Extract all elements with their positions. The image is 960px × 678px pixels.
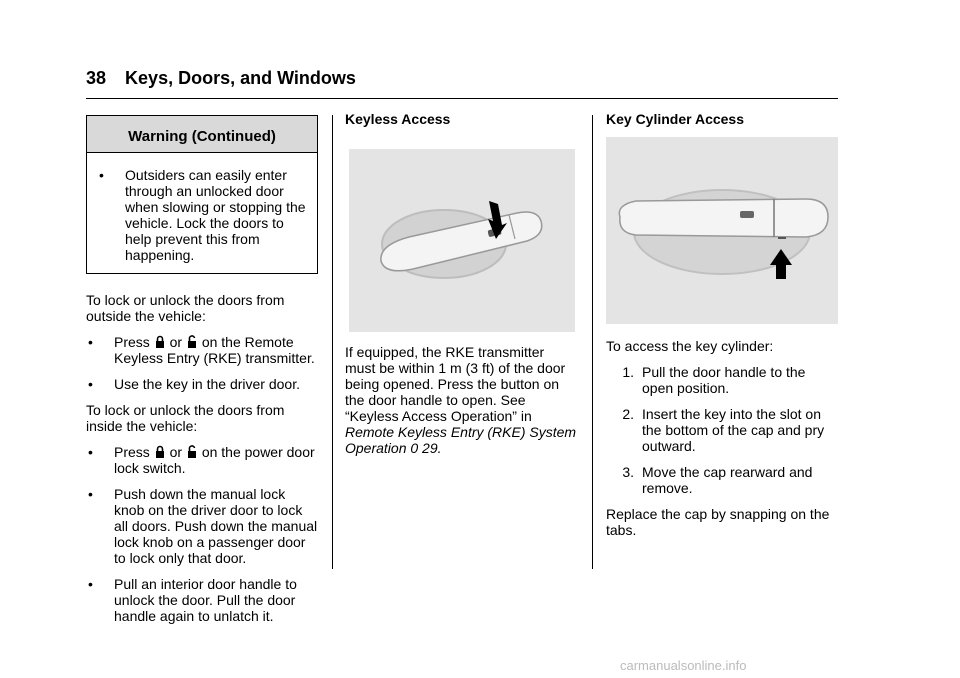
key-cylinder-closing: Replace the cap by snapping on the tabs. bbox=[606, 506, 830, 538]
key-cylinder-illustration bbox=[606, 137, 838, 324]
bullet-rke: • Press or on the Remote Keyless Entry (RKE) transmitter. bbox=[88, 334, 315, 366]
bullet-power-lock: • Press or on the power door lock switch. bbox=[88, 444, 315, 476]
bullet-manual-knob: • Push down the manual lock knob on the driver door to lock all doors. Push down the manual lock knob on a passenger door to lock only that door. bbox=[88, 486, 318, 566]
door-handle-cap-image bbox=[606, 137, 838, 324]
keyless-access-heading: Keyless Access bbox=[345, 111, 451, 127]
lock-icon bbox=[155, 335, 165, 349]
column-right bbox=[606, 111, 838, 548]
column-left bbox=[86, 115, 318, 634]
lock-icon bbox=[155, 445, 165, 459]
step-1: 1. Pull the door handle to the open position. bbox=[622, 364, 806, 396]
column-divider-2 bbox=[592, 115, 593, 569]
warning-box bbox=[86, 115, 318, 274]
unlock-icon bbox=[187, 335, 197, 349]
keyless-access-paragraph: If equipped, the RKE transmitter must be within 1 m (3 ft) of the door being opened. Press the button on the door handle to open. See “Keyless Access Operation” in Remote Keyless Entry (RKE) System Operation 0 29. bbox=[345, 344, 577, 456]
page-header bbox=[86, 68, 838, 89]
key-cylinder-intro: To access the key cylinder: bbox=[606, 338, 774, 354]
section-title: Keys, Doors, and Windows bbox=[125, 68, 356, 88]
warning-title: Warning (Continued) bbox=[87, 116, 317, 153]
bullet-key: • Use the key in the driver door. bbox=[88, 376, 300, 392]
header-rule bbox=[86, 98, 838, 99]
warning-bullet: • Outsiders can easily enter through an unlocked door when slowing or stopping the vehicle. Lock the doors to help prevent this from happening. bbox=[99, 167, 306, 263]
intro-inside: To lock or unlock the doors from inside the vehicle: bbox=[86, 402, 285, 434]
door-handle-button-image bbox=[349, 149, 575, 332]
rke-link[interactable]: Remote Keyless Entry (RKE) System Operation bbox=[345, 424, 577, 456]
page-number: 38 bbox=[86, 68, 107, 88]
keyless-handle-illustration bbox=[349, 149, 575, 332]
unlock-icon bbox=[187, 445, 197, 459]
column-divider-1 bbox=[332, 115, 333, 569]
column-middle bbox=[345, 111, 577, 466]
key-cylinder-heading: Key Cylinder Access bbox=[606, 111, 744, 127]
bullet-interior-handle: • Pull an interior door handle to unlock the door. Pull the door handle again to unlatch it. bbox=[88, 576, 297, 624]
intro-outside: To lock or unlock the doors from outside the vehicle: bbox=[86, 292, 285, 324]
step-3: 3. Move the cap rearward and remove. bbox=[622, 464, 813, 496]
watermark: carmanualsonline.info bbox=[620, 658, 747, 673]
step-2: 2. Insert the key into the slot on the bottom of the cap and pry outward. bbox=[622, 406, 825, 454]
